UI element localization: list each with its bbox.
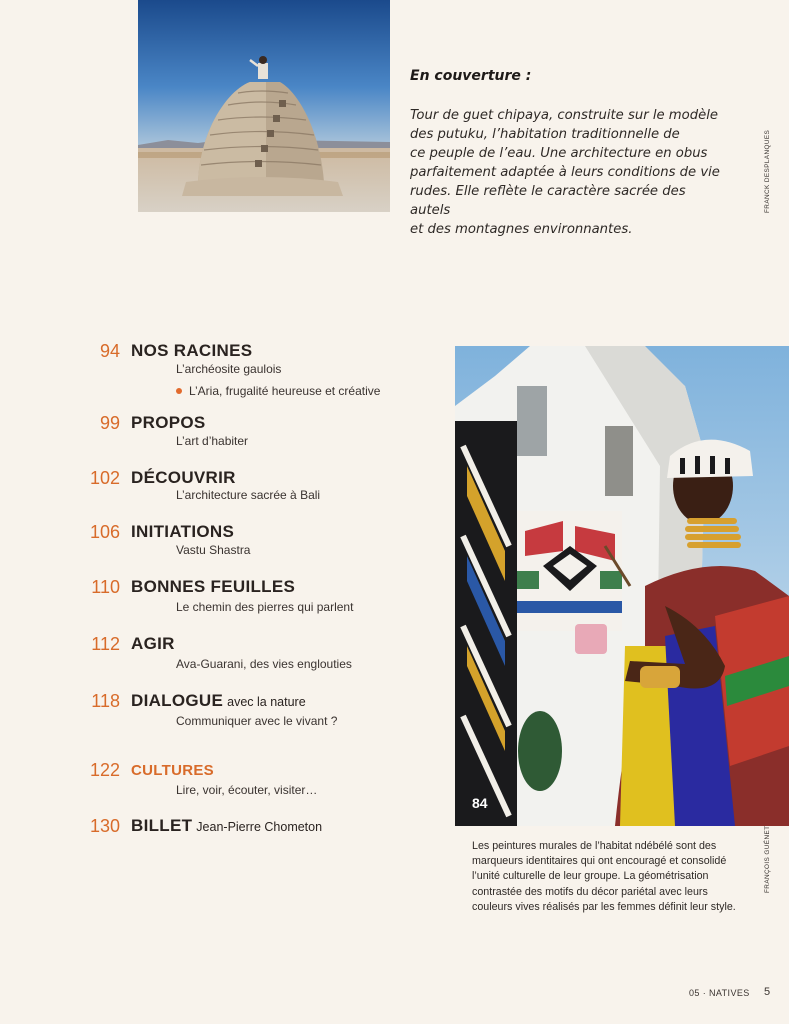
- toc-bullet-item: L’Aria, frugalité heureuse et créative: [176, 384, 380, 398]
- toc-subtitle: Le chemin des pierres qui parlent: [176, 600, 354, 614]
- toc-title-suffix: avec la nature: [227, 695, 306, 709]
- cover-photo-credit: FRANCK DESPLANQUES: [764, 129, 771, 213]
- toc-title-nos-racines[interactable]: NOS RACINES: [131, 341, 253, 360]
- cover-description: Tour de guet chipaya, construite sur le modèle des putuku, l’habitation traditionnelle de ce peuple de l’eau. Une architecture en obus parfaitement adaptée à leurs conditions de vie rudes. Elle reflète le caractère sacrée des autels et des montagnes environnantes.: [410, 108, 720, 237]
- toc-subtitle: Communiquer avec le vivant ?: [176, 714, 338, 728]
- toc-title-billet[interactable]: BILLET Jean-Pierre Chometon: [131, 816, 323, 835]
- toc-subtitle: Vastu Shastra: [176, 543, 251, 557]
- toc-page-number: 118: [91, 691, 120, 711]
- photo-credit: FRANÇOIS GUÉNET: [764, 825, 771, 893]
- toc-title-agir[interactable]: AGIR: [131, 634, 175, 653]
- toc-page-number: 106: [89, 522, 120, 542]
- toc-title-cultures[interactable]: CULTURES: [131, 762, 214, 779]
- photo-caption: Les peintures murales de l’habitat ndébélé sont des marqueurs identitaires qui ont encouragé et consolidé l’unité culturelle de leur groupe. La géométrisation contrastée des motifs du décor pariétal avec leurs couleurs vives réalisés par les femmes définit leur style.: [472, 840, 736, 913]
- toc-title-propos[interactable]: PROPOS: [131, 413, 206, 432]
- toc-page-number: 102: [89, 468, 120, 488]
- footer-magazine-label: 05 · NATIVES: [689, 988, 750, 998]
- toc-title-decouvrir[interactable]: DÉCOUVRIR: [131, 468, 236, 487]
- cover-photo: [138, 0, 390, 212]
- bullet-icon: [176, 388, 182, 394]
- toc-title-suffix: Jean-Pierre Chometon: [196, 820, 323, 834]
- ndebele-mural-photo: [455, 346, 789, 826]
- toc-page-number: 94: [99, 341, 120, 361]
- toc-title-bonnes-feuilles[interactable]: BONNES FEUILLES: [131, 577, 296, 596]
- toc-page-number: 122: [89, 760, 120, 780]
- toc-subtitle: L’art d’habiter: [176, 434, 249, 448]
- toc-page-number: 130: [89, 816, 120, 836]
- toc-page-number: 110: [91, 577, 120, 597]
- photo-page-label: 84: [472, 795, 488, 811]
- toc-subtitle: Ava-Guarani, des vies englouties: [176, 657, 352, 671]
- toc-title-dialogue[interactable]: DIALOGUE avec la nature: [131, 691, 306, 710]
- cover-heading: En couverture :: [410, 68, 532, 84]
- toc-subtitle: L’archéosite gaulois: [176, 362, 282, 376]
- toc-page-number: 112: [91, 634, 120, 654]
- toc-subtitle: Lire, voir, écouter, visiter…: [176, 783, 318, 797]
- toc-title-initiations[interactable]: INITIATIONS: [131, 522, 235, 541]
- footer-page-number: 5: [764, 986, 771, 998]
- toc-page-number: 99: [99, 413, 120, 433]
- toc-subtitle: L’architecture sacrée à Bali: [176, 488, 321, 502]
